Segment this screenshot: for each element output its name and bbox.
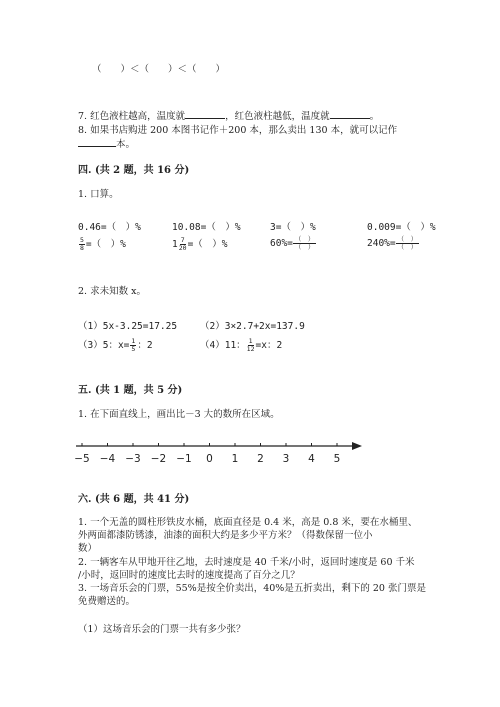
blank-fraction[interactable]: （ ） （ ） [294, 235, 315, 251]
s6-q2-line-1: 2. 一辆客车从甲地开往乙地，去时速度是 40 千米/小时，返回时速度是 60 千米 [78, 557, 415, 568]
q8-tail: 本。 [116, 139, 136, 150]
section-5-q1: 1. 在下面直线上，画出比－3 大的数所在区域。 [78, 409, 280, 420]
equation-1: （1）5x-3.25=17.25 [78, 321, 178, 332]
oral-r2-c3: 60%= （ ） （ ） [270, 235, 315, 251]
fraction-5-8: $\frac{5}{8}$ [80, 236, 84, 252]
number-line-label: −1 [176, 453, 192, 465]
equation-3: （3）5：x= $\frac{1}{5}$ ：2 [78, 337, 153, 353]
mixed-number: 1 $\frac{7}{20}$ [172, 236, 187, 252]
blank-fraction[interactable]: （ ） （ ） [397, 235, 418, 251]
equation-4: （4）11： $\frac{1}{12}$ =x：2 [200, 337, 283, 353]
q7-blank-1[interactable] [185, 109, 225, 119]
s6-q1-line-1: 1. 一个无盖的圆柱形铁皮水桶，底面直径是 0.4 米，高是 0.8 米，要在水桶里、 [78, 517, 418, 528]
s6-q3-line-1: 3. 一场音乐会的门票，55%是按全价卖出，40%是五折卖出，剩下的 20 张门票是 [78, 583, 426, 594]
oral-r2-c2: 1 $\frac{7}{20}$ =（ ）% [172, 236, 228, 252]
number-line-label: −4 [99, 453, 116, 465]
oral-r2-c4: 240%= （ ） （ ） [367, 235, 418, 251]
q7-part-b: ，红色液柱越低，温度就 [225, 111, 330, 122]
number-line-label: 2 [257, 453, 264, 465]
number-line-label: −3 [125, 453, 141, 465]
number-line-label: −5 [74, 453, 90, 465]
section-4-title: 四. (共 2 题，共 16 分) [78, 165, 190, 176]
q7-part-c: 。 [369, 111, 380, 122]
section-4-q1-title: 1. 口算。 [78, 189, 119, 200]
q7-part-a: 7. 红色液柱越高，温度就 [78, 111, 186, 122]
s6-q3-line-2: 免费赠送的。 [78, 596, 136, 607]
q8-blank[interactable] [78, 137, 116, 147]
comparison-blanks: （ ）＜（ ）＜（ ） [92, 64, 226, 75]
s6-q3-sub-1: （1）这场音乐会的门票一共有多少张？ [78, 624, 246, 635]
q7-blank-2[interactable] [330, 109, 370, 119]
equation-2: （2）3×2.7+2x=137.9 [200, 321, 305, 332]
section-4-q2-title: 2. 求未知数 x。 [78, 286, 146, 297]
number-line-label: 3 [282, 453, 290, 465]
question-8-line-2 [78, 136, 135, 150]
number-line-arrow [352, 442, 362, 450]
number-line-label: 0 [206, 453, 213, 465]
oral-r1-c2: 10.08=（ ）% [172, 222, 241, 233]
number-line-label: −2 [150, 453, 167, 465]
oral-r2-c1: $\frac{5}{8}$ =（ ）% [80, 236, 126, 252]
question-7 [78, 108, 379, 122]
number-line-label: 4 [308, 453, 315, 465]
oral-r1-c4: 0.009=（ ）% [367, 222, 436, 233]
s6-q1-line-3: 数） [78, 543, 98, 554]
s6-q2-line-2: /小时，返回时的速度比去时的速度提高了百分之几？ [78, 570, 300, 581]
number-line-label: 5 [333, 453, 341, 465]
number-line[interactable] [70, 436, 370, 472]
s6-q1-line-2: 外两面都漆防锈漆，油漆的面积大约是多少平方米？（得数保留一位小 [78, 530, 373, 541]
section-6-title: 六. (共 6 题，共 41 分) [78, 494, 190, 505]
oral-r1-c3: 3=（ ）% [270, 222, 316, 233]
section-5-title: 五. (共 1 题，共 5 分) [78, 385, 183, 396]
question-8-line-1: 8. 如果书店购进 200 本图书记作＋200 本，那么卖出 130 本，就可以记作 [78, 125, 398, 136]
number-line-label: 1 [231, 453, 239, 465]
oral-r1-c1: 0.46=（ ）% [78, 222, 141, 233]
